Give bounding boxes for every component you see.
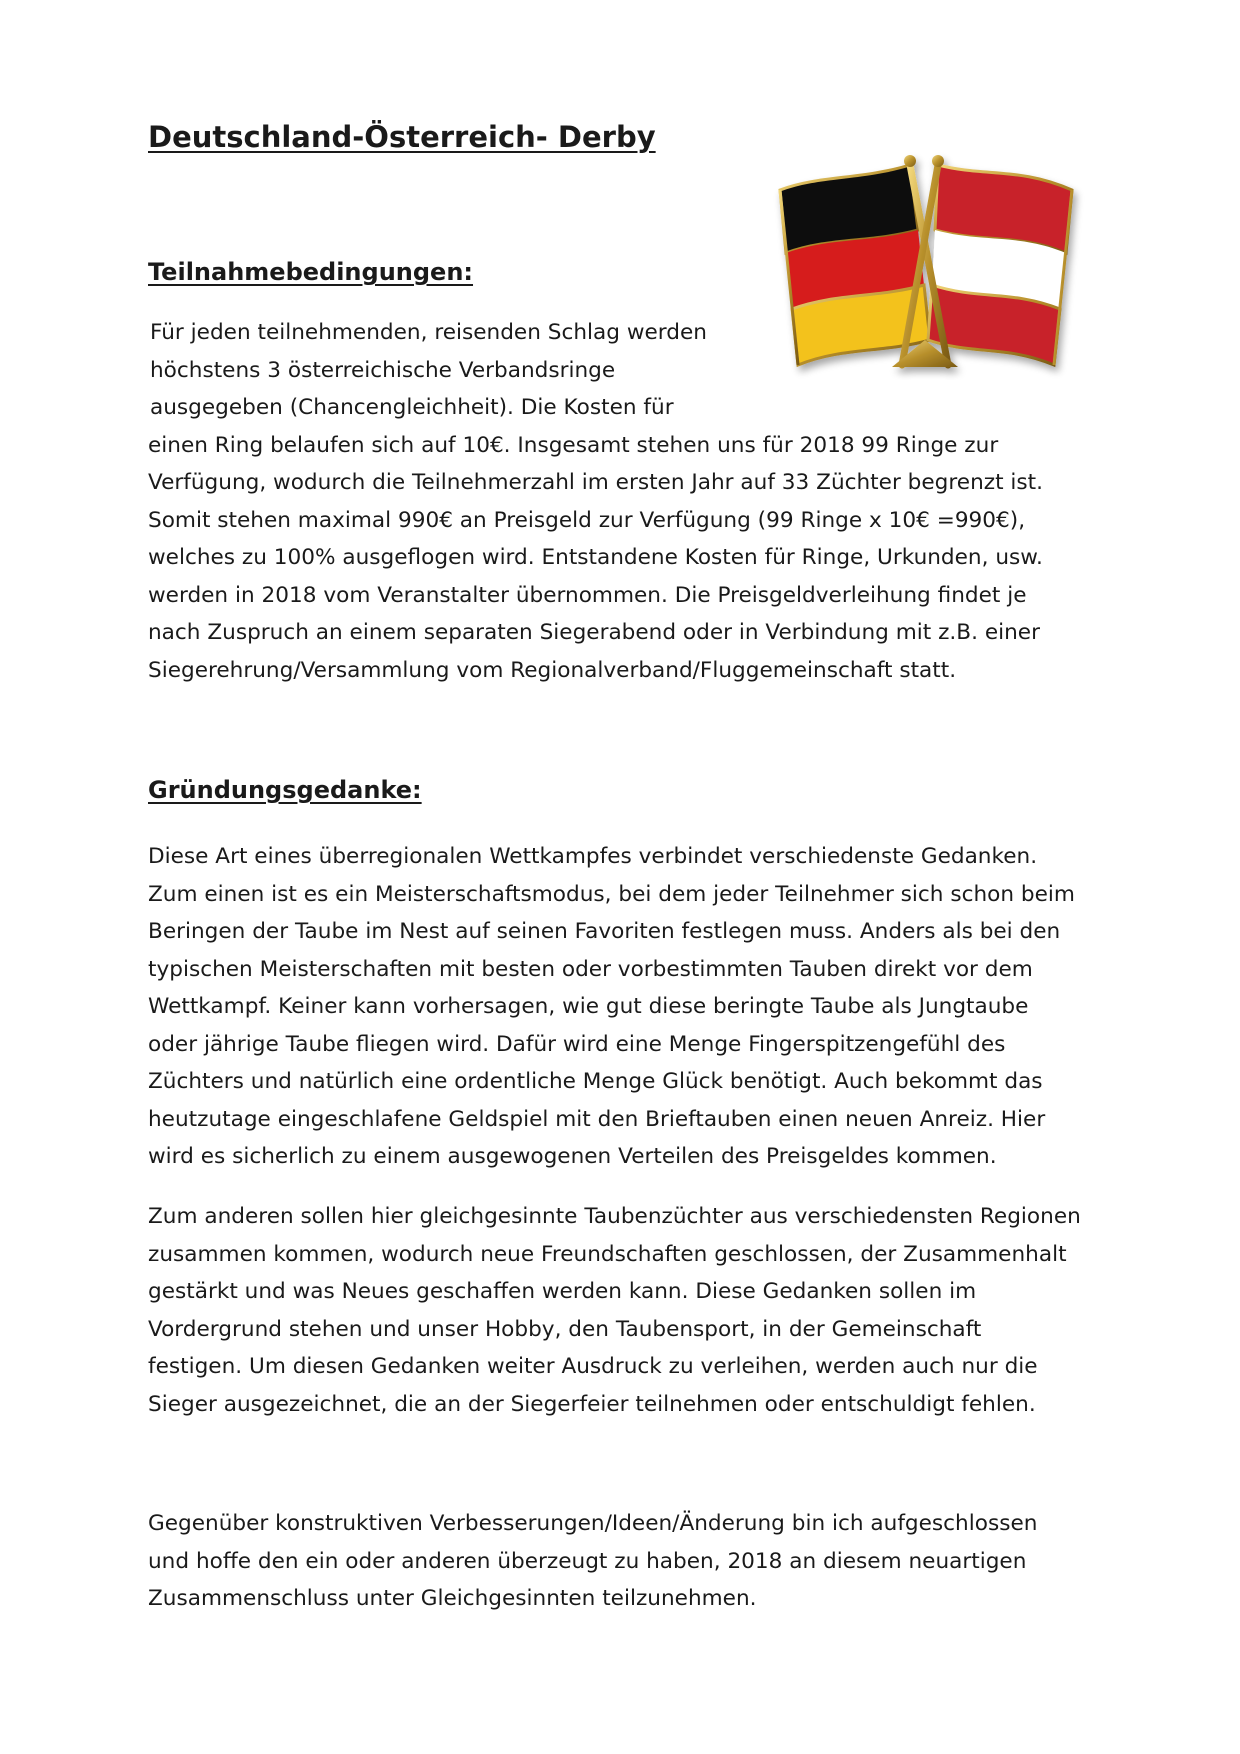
text-line: ausgegeben (Chancengleichheit). Die Kosten für (150, 395, 674, 420)
text-line: einen Ring belaufen sich auf 10€. Insgesamt stehen uns für 2018 99 Ringe zur (148, 432, 999, 458)
text-line: Vordergrund stehen und unser Hobby, den Taubensport, in der Gemeinschaft (148, 1316, 982, 1342)
paragraph-gruendungsgedanke-1 (148, 838, 1075, 1176)
document-title: Deutschland-Österreich- Derby (148, 120, 656, 154)
text-line: Zusammenschluss unter Gleichgesinnten teilzunehmen. (148, 1586, 757, 1611)
text-line: festigen. Um diesen Gedanken weiter Ausdruck zu verleihen, werden auch nur die (148, 1354, 1038, 1379)
paragraph-gruendungsgedanke-2 (148, 1198, 1081, 1423)
text-line: höchstens 3 österreichische Verbandsringe (150, 357, 616, 383)
text-line: nach Zuspruch an einem separaten Siegerabend oder in Verbindung mit z.B. einer (148, 620, 1040, 645)
text-line: Diese Art eines überregionalen Wettkampfes verbindet verschiedenste Gedanken. (148, 844, 1038, 869)
text-line: Zum anderen sollen hier gleichgesinnte Taubenzüchter aus verschiedensten Regionen (148, 1204, 1081, 1229)
text-line: werden in 2018 vom Veranstalter übernommen. Die Preisgeldverleihung findet je (148, 582, 1027, 608)
text-line: Beringen der Taube im Nest auf seinen Favoriten festlegen muss. Anders als bei den (148, 919, 1061, 944)
section-heading-teilnahmebedingungen: Teilnahmebedingungen: (148, 258, 474, 286)
text-line: welches zu 100% ausgeflogen wird. Entstandene Kosten für Ringe, Urkunden, usw. (148, 545, 1043, 570)
text-line: Siegerehrung/Versammlung vom Regionalverband/Fluggemeinschaft statt. (148, 657, 957, 683)
text-line: zusammen kommen, wodurch neue Freundschaften geschlossen, der Zusammenhalt (148, 1241, 1067, 1267)
text-line: Wettkampf. Keiner kann vorhersagen, wie gut diese beringte Taube als Jungtaube (148, 994, 1029, 1019)
text-line: Zum einen ist es ein Meisterschaftsmodus, bei dem jeder Teilnehmer sich schon beim (148, 881, 1075, 907)
text-line: Züchters und natürlich eine ordentliche Menge Glück benötigt. Auch bekommt das (148, 1069, 1043, 1094)
text-line: oder jährige Taube fliegen wird. Dafür wird eine Menge Fingerspitzengefühl des (148, 1031, 1006, 1057)
text-line: Verfügung, wodurch die Teilnehmerzahl im ersten Jahr auf 33 Züchter begrenzt ist. (148, 470, 1044, 495)
text-line: heutzutage eingeschlafene Geldspiel mit den Brieftauben einen neuen Anreiz. Hier (148, 1106, 1046, 1132)
text-line: Sieger ausgezeichnet, die an der Siegerfeier teilnehmen oder entschuldigt fehlen. (148, 1391, 1036, 1417)
text-line: Für jeden teilnehmenden, reisenden Schlag werden (150, 320, 707, 345)
paragraph-closing (148, 1505, 1037, 1618)
text-line: Somit stehen maximal 990€ an Preisgeld zur Verfügung (99 Ringe x 10€ =990€), (148, 507, 1026, 533)
text-line: und hoffe den ein oder anderen überzeugt zu haben, 2018 an diesem neuartigen (148, 1548, 1027, 1574)
text-line: typischen Meisterschaften mit besten oder vorbestimmten Tauben direkt vor dem (148, 956, 1033, 982)
paragraph-teilnahmebedingungen (148, 314, 1043, 689)
text-line: gestärkt und was Neues geschaffen werden kann. Diese Gedanken sollen im (148, 1279, 977, 1304)
text-line: wird es sicherlich zu einem ausgewogenen Verteilen des Preisgeldes kommen. (148, 1144, 997, 1169)
section-heading-gruendungsgedanke: Gründungsgedanke: (148, 776, 422, 804)
text-line: Gegenüber konstruktiven Verbesserungen/Ideen/Änderung bin ich aufgeschlossen (148, 1511, 1038, 1536)
